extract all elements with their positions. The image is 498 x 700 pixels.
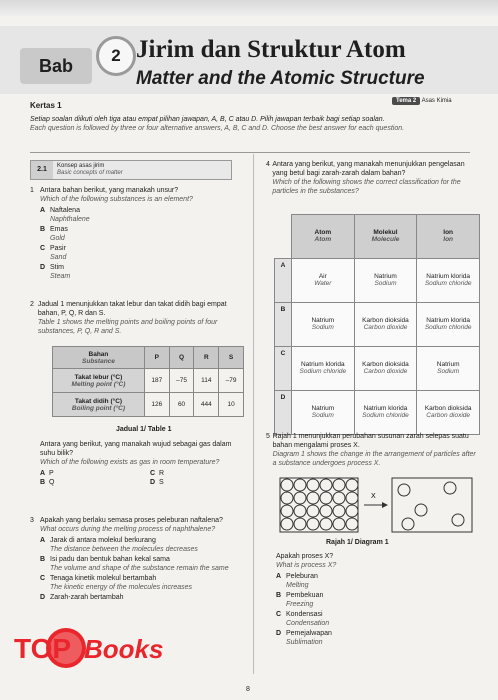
- table-4-cell: Natrium Sodium: [354, 258, 417, 302]
- option-text-english: Sand: [50, 254, 67, 261]
- option-letter: D: [40, 594, 46, 601]
- q5-option-d[interactable]: [276, 629, 476, 647]
- option-text-english: Sublimation: [286, 639, 323, 646]
- table-4-cell: Natrium klorida Sodium chloride: [354, 390, 417, 434]
- header-rule: [30, 152, 470, 153]
- table-1-cell: 114: [194, 369, 219, 393]
- table-4-row-c[interactable]: [275, 346, 480, 390]
- q5-question: [276, 552, 476, 648]
- option-text-malay: Zarah-zarah bertambah: [50, 594, 124, 601]
- table-4-cell: Natrium klorida Sodium chloride: [292, 346, 355, 390]
- q1-option-c[interactable]: [40, 244, 245, 262]
- q5-option-b[interactable]: [276, 591, 476, 609]
- table-4-cell: Natrium klorida Sodium chloride: [417, 258, 480, 302]
- q1-number: 1: [30, 187, 34, 194]
- option-text-malay: Naftalena: [50, 207, 80, 214]
- table-1-cell: 126: [144, 393, 169, 417]
- table-1-cell: 60: [169, 393, 194, 417]
- boiling-point-english: Boiling point (°C): [71, 404, 126, 412]
- option-letter: C: [275, 346, 292, 390]
- option-letter: C: [40, 575, 46, 582]
- q2-options: [40, 469, 245, 487]
- chapter-title-malay: Jirim dan Struktur Atom: [136, 36, 406, 63]
- solid-particle: [307, 505, 319, 517]
- table-4-header-molecule: Molekul Molecule: [354, 215, 417, 259]
- diagram-1-caption: Rajah 1/ Diagram 1: [326, 539, 389, 546]
- q2-option[interactable]: A P: [40, 470, 54, 477]
- solid-particle: [294, 479, 306, 491]
- instructions-english: Each question is followed by three or four alternative answers, A, B, C and D. Choose the best answer for each question.: [30, 125, 405, 132]
- table-1-cell: 444: [194, 393, 219, 417]
- table-4-row-a[interactable]: [275, 258, 480, 302]
- table-1-row-label: [53, 369, 145, 393]
- table-1-row: [53, 393, 244, 417]
- q4-text-malay: Antara yang berikut, yang manakah menunjukkan pengelasan yang betul bagi zarah-zarah dalam bahan?: [272, 161, 465, 177]
- solid-particle: [307, 492, 319, 504]
- instructions-malay: Setiap soalan diikuti oleh tiga atau empat pilihan jawapan, A, B, C atau D. Pilih jawapan terbaik bagi setiap soalan.: [30, 116, 385, 123]
- option-text-malay: Emas: [50, 226, 68, 233]
- solid-particle: [320, 505, 332, 517]
- chapter-title-english: Matter and the Atomic Structure: [136, 68, 425, 89]
- option-text-malay: Isi padu dan bentuk bahan kekal sama: [50, 556, 170, 563]
- q1-text-english: Which of the following substances is an element?: [40, 196, 193, 203]
- gas-particle: [452, 514, 464, 526]
- q4-text-english: Which of the following shows the correct classification for the particles in the substances?: [272, 179, 461, 195]
- q5-text-malay: Rajah 1 menunjukkan perubahan susunan zarah selepas suatu bahan mengalami proses X.: [272, 433, 469, 449]
- question-5: [266, 432, 480, 468]
- instructions: [30, 115, 470, 133]
- question-2: [30, 300, 245, 336]
- theme-subject: Asas Kimia: [421, 98, 452, 104]
- table-1-caption: Jadual 1/ Table 1: [116, 426, 172, 433]
- gas-particle: [402, 518, 414, 530]
- q1-options: [40, 206, 245, 281]
- topic-english: Basic concepts of matter: [57, 170, 123, 176]
- top-strip: [0, 0, 498, 16]
- q2-option[interactable]: D S: [150, 479, 164, 486]
- solid-particle: [281, 518, 293, 530]
- solid-particle: [346, 479, 358, 491]
- q2-option[interactable]: B Q: [40, 479, 55, 486]
- table-1-row: [53, 369, 244, 393]
- solid-particle: [333, 518, 345, 530]
- table-4-cell: Natrium Sodium: [292, 302, 355, 346]
- option-text-english: Steam: [50, 273, 71, 280]
- bab-label: Bab: [20, 48, 92, 84]
- q2-number: 2: [30, 301, 34, 308]
- table-4-cell: Air Water: [292, 258, 355, 302]
- theme-badge: Tema 2: [392, 97, 420, 105]
- gas-particle: [415, 504, 427, 516]
- question-1: [30, 186, 245, 282]
- q1-option-a[interactable]: [40, 206, 245, 224]
- q3-option-c[interactable]: [40, 574, 245, 592]
- table-4-header-ion: Ion Ion: [417, 215, 480, 259]
- solid-particle: [346, 505, 358, 517]
- diagram-1: [278, 476, 478, 534]
- table-4-corner: [275, 215, 292, 259]
- solid-particle: [281, 505, 293, 517]
- arrow-head-icon: [382, 502, 388, 508]
- solid-particles: [281, 479, 358, 530]
- q1-text-malay: Antara bahan berikut, yang manakah unsur?: [40, 187, 179, 194]
- q3-option-b[interactable]: [40, 555, 245, 573]
- gas-particle: [444, 482, 456, 494]
- option-letter: D: [275, 390, 292, 434]
- option-text-english: The kinetic energy of the molecules increases: [50, 584, 193, 591]
- solid-particle: [307, 518, 319, 530]
- solid-particle: [346, 518, 358, 530]
- option-text-english: Freezing: [286, 601, 314, 608]
- q5-option-c[interactable]: [276, 610, 476, 628]
- option-letter: B: [276, 592, 282, 599]
- table-4-cell: Karbon dioksida Carbon dioxide: [354, 302, 417, 346]
- boiling-point-malay: Takat didih (°C): [74, 397, 123, 405]
- melting-point-malay: Takat lebur (°C): [74, 373, 123, 381]
- table-4-header-atom: Atom Atom: [292, 215, 355, 259]
- gas-particle: [398, 484, 410, 496]
- q2-question-malay: Antara yang berikut, yang manakah wujud sebagai gas dalam suhu bilik?: [40, 441, 232, 457]
- q3-options: [40, 536, 245, 602]
- question-4: [266, 160, 480, 196]
- table-4-cell: Natrium Sodium: [417, 346, 480, 390]
- gas-box: [392, 478, 472, 532]
- solid-particle: [333, 479, 345, 491]
- q5-text-english: Diagram 1 shows the change in the arrangement of particles after a substance undergoes process X.: [272, 451, 476, 467]
- topbooks-logo: [8, 622, 184, 686]
- table-1: [52, 346, 244, 417]
- q3-text-malay: Apakah yang berlaku semasa proses peleburan naftalena?: [40, 517, 223, 524]
- table-1-cell: –75: [169, 369, 194, 393]
- option-text-malay: Jarak di antara molekul berkurang: [50, 537, 156, 544]
- option-text-english: Condensation: [286, 620, 330, 627]
- table-1-cell: 10: [219, 393, 244, 417]
- table-4-cell: Karbon dioksida Carbon dioxide: [354, 346, 417, 390]
- table-1-col: Q: [169, 347, 194, 369]
- solid-particle: [333, 505, 345, 517]
- solid-particle: [307, 479, 319, 491]
- solid-particle: [281, 479, 293, 491]
- option-letter: C: [40, 245, 46, 252]
- q5-number: 5: [266, 433, 270, 440]
- option-letter: D: [276, 630, 282, 637]
- option-letter: B: [40, 556, 46, 563]
- table-1-header-substance: [53, 347, 145, 369]
- q5-question-english: What is process X?: [276, 562, 337, 569]
- q3-option-a[interactable]: [40, 536, 245, 554]
- solid-particle: [346, 492, 358, 504]
- option-letter: B: [275, 302, 292, 346]
- q1-option-b[interactable]: [40, 225, 245, 243]
- q5-question-malay: Apakah proses X?: [276, 553, 334, 560]
- solid-particle: [320, 518, 332, 530]
- option-text-english: The distance between the molecules decreases: [50, 546, 198, 553]
- option-letter: D: [40, 264, 46, 271]
- option-letter: C: [276, 611, 282, 618]
- column-divider: [253, 154, 254, 674]
- table-1-col: S: [219, 347, 244, 369]
- option-text-english: Naphthalene: [50, 216, 90, 223]
- option-letter: A: [40, 207, 46, 214]
- option-text-english: The volume and shape of the substance remain the same: [50, 565, 229, 572]
- q2-text-malay: Jadual 1 menunjukkan takat lebur dan takat didih bagi empat bahan, P, Q, R dan S.: [37, 301, 227, 317]
- option-text-malay: Kondensasi: [286, 611, 323, 618]
- option-letter: B: [40, 226, 46, 233]
- q2-question-english: Which of the following exists as gas in room temperature?: [40, 459, 220, 466]
- logo-books-text: Books: [84, 634, 164, 664]
- question-3: [30, 516, 245, 603]
- option-letter: A: [40, 537, 46, 544]
- q2-question: [40, 440, 245, 487]
- solid-particle: [333, 492, 345, 504]
- solid-particle: [320, 479, 332, 491]
- table-4-row-b[interactable]: [275, 302, 480, 346]
- solid-particle: [320, 492, 332, 504]
- table-4-cell: Natrium klorida Sodium chloride: [417, 302, 480, 346]
- table-1-header-malay: Bahan: [88, 350, 109, 358]
- paper-label: Kertas 1: [30, 101, 62, 110]
- melting-point-english: Melting point (°C): [71, 380, 126, 388]
- logo-top-text: TOP: [14, 633, 72, 664]
- q2-option[interactable]: C R: [150, 470, 165, 477]
- solid-particle: [294, 518, 306, 530]
- chapter-number: 2: [96, 36, 136, 76]
- table-1-col: R: [194, 347, 219, 369]
- option-letter: A: [275, 258, 292, 302]
- option-text-english: Melting: [286, 582, 309, 589]
- table-4-cell: Natrium Sodium: [292, 390, 355, 434]
- topic-number: 2.1: [31, 161, 53, 179]
- topic-malay: Konsep asas jirim: [57, 163, 105, 169]
- option-text-malay: Stim: [50, 264, 64, 271]
- table-4-row-d[interactable]: [275, 390, 480, 434]
- table-4-cell: Karbon dioksida Carbon dioxide: [417, 390, 480, 434]
- q2-text-english: Table 1 shows the melting points and boiling points of four substances, P, Q, R and S.: [37, 319, 218, 335]
- table-1-cell: –79: [219, 369, 244, 393]
- topic-box: [30, 160, 232, 180]
- theme-tag: [392, 98, 452, 104]
- table-1-col: P: [144, 347, 169, 369]
- option-letter: A: [276, 573, 282, 580]
- table-4: [274, 214, 480, 435]
- option-text-malay: Pasir: [50, 245, 66, 252]
- q1-option-d[interactable]: [40, 263, 245, 281]
- solid-particle: [281, 492, 293, 504]
- option-text-malay: Pemejalwapan: [286, 630, 332, 637]
- option-text-malay: Pembekuan: [286, 592, 324, 599]
- q4-number: 4: [266, 161, 270, 168]
- page-number: 8: [246, 686, 250, 693]
- table-1-row-label: [53, 393, 145, 417]
- table-1-header-english: Substance: [82, 357, 115, 365]
- q3-text-english: What occurs during the melting process of naphthalene?: [40, 526, 216, 533]
- topic-text: [57, 163, 123, 177]
- option-text-malay: Peleburan: [286, 573, 318, 580]
- option-text-malay: Tenaga kinetik molekul bertambah: [50, 575, 157, 582]
- q5-option-a[interactable]: [276, 572, 476, 590]
- q3-option-d[interactable]: [40, 593, 245, 602]
- solid-particle: [294, 505, 306, 517]
- q3-number: 3: [30, 517, 34, 524]
- table-1-cell: 187: [144, 369, 169, 393]
- solid-particle: [294, 492, 306, 504]
- q5-options: [276, 572, 476, 647]
- option-text-english: Gold: [50, 235, 65, 242]
- arrow-label: X: [371, 493, 376, 500]
